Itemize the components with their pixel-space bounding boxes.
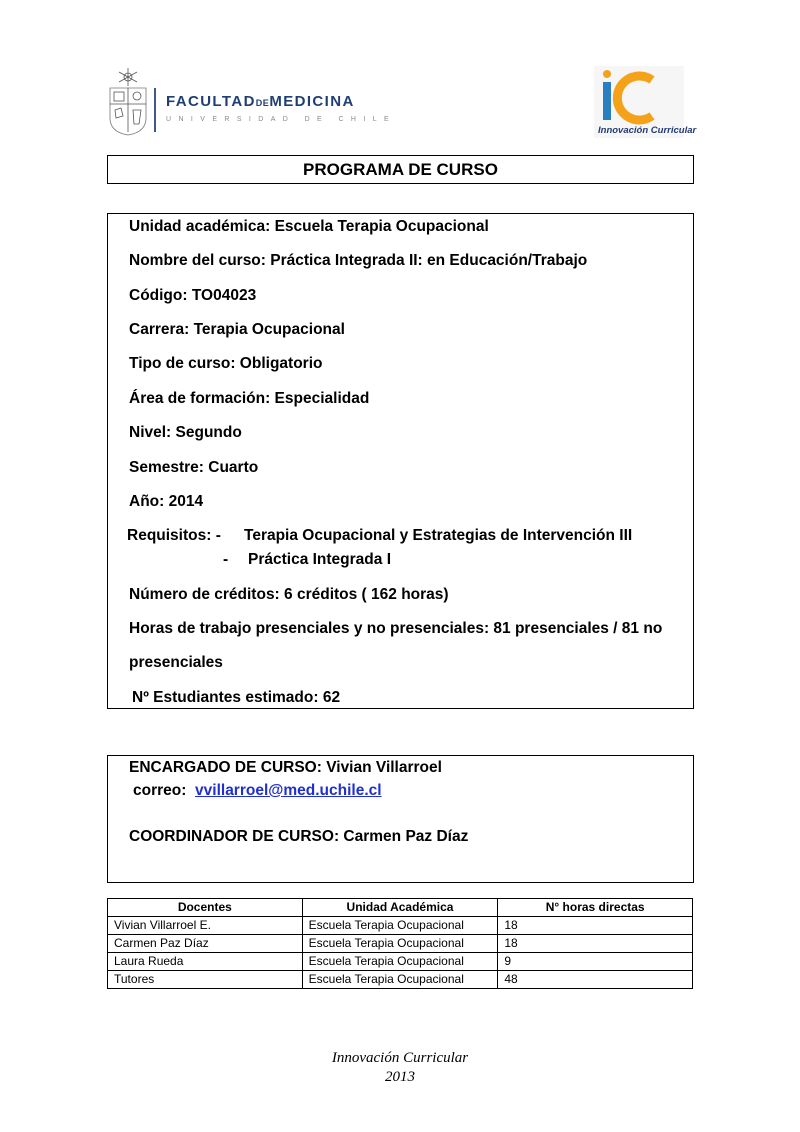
creditos: Número de créditos: 6 créditos ( 162 horas) bbox=[129, 586, 449, 603]
requisito-1: Terapia Ocupacional y Estrategias de Intervención III bbox=[244, 527, 633, 544]
docente-unidad: Escuela Terapia Ocupacional bbox=[302, 917, 498, 935]
docente-horas: 18 bbox=[498, 917, 693, 935]
course-info-box bbox=[107, 213, 694, 709]
codigo: Código: TO04023 bbox=[129, 287, 257, 304]
carrera: Carrera: Terapia Ocupacional bbox=[129, 321, 345, 338]
docente-unidad: Escuela Terapia Ocupacional bbox=[302, 971, 498, 989]
nombre-curso: Nombre del curso: Práctica Integrada II: en Educación/Trabajo bbox=[129, 252, 588, 269]
docente-horas: 48 bbox=[498, 971, 693, 989]
requisito-dash: - bbox=[223, 551, 229, 568]
footer-line-1: Innovación Curricular bbox=[331, 1050, 469, 1066]
docente-unidad: Escuela Terapia Ocupacional bbox=[302, 935, 498, 953]
tipo-curso: Tipo de curso: Obligatorio bbox=[129, 355, 323, 372]
docente-name: Tutores bbox=[108, 971, 303, 989]
docente-horas: 9 bbox=[498, 953, 693, 971]
horas-trabajo-cont: presenciales bbox=[129, 654, 223, 671]
table-row bbox=[108, 953, 693, 971]
docente-name: Carmen Paz Díaz bbox=[108, 935, 303, 953]
encargado-curso: ENCARGADO DE CURSO: Vivian Villarroel bbox=[129, 759, 442, 776]
horas-trabajo: Horas de trabajo presenciales y no presenciales: 81 presenciales / 81 no bbox=[129, 620, 663, 637]
docente-name: Laura Rueda bbox=[108, 953, 303, 971]
semestre: Semestre: Cuarto bbox=[129, 459, 259, 476]
table-row bbox=[108, 971, 693, 989]
unidad-academica: Unidad académica: Escuela Terapia Ocupacional bbox=[129, 218, 489, 235]
correo-line bbox=[133, 782, 382, 800]
ic-caption: Innovación Curricular bbox=[598, 125, 697, 136]
correo-label: correo: bbox=[133, 782, 187, 799]
docentes-table bbox=[107, 898, 693, 989]
header-docentes: Docentes bbox=[108, 899, 303, 917]
footer-year: 2013 bbox=[385, 1069, 415, 1085]
estudiantes-estimado: Nº Estudiantes estimado: 62 bbox=[132, 689, 341, 706]
course-staff-box bbox=[107, 755, 694, 883]
table-row bbox=[108, 917, 693, 935]
title-box bbox=[107, 155, 694, 184]
header-unidad: Unidad Académica bbox=[302, 899, 498, 917]
table-header-row bbox=[108, 899, 693, 917]
coordinador-curso: COORDINADOR DE CURSO: Carmen Paz Díaz bbox=[129, 828, 469, 845]
docente-unidad: Escuela Terapia Ocupacional bbox=[302, 953, 498, 971]
area-formacion: Área de formación: Especialidad bbox=[129, 390, 370, 407]
docente-name: Vivian Villarroel E. bbox=[108, 917, 303, 935]
page-title: PROGRAMA DE CURSO bbox=[303, 160, 498, 179]
facultad-logo-text: FACULTADDEMEDICINA bbox=[166, 93, 355, 110]
docente-horas: 18 bbox=[498, 935, 693, 953]
header-horas: N° horas directas bbox=[498, 899, 693, 917]
anio: Año: 2014 bbox=[129, 493, 204, 510]
university-name: UNIVERSIDAD DE CHILE bbox=[166, 116, 397, 123]
email-link[interactable]: vvillarroel@med.uchile.cl bbox=[195, 782, 382, 799]
university-seal-logo bbox=[108, 66, 148, 136]
nivel: Nivel: Segundo bbox=[129, 424, 242, 441]
requisito-2: Práctica Integrada I bbox=[248, 551, 392, 568]
facultad-divider bbox=[154, 88, 156, 132]
requisitos-label: Requisitos: - bbox=[127, 527, 221, 544]
table-row bbox=[108, 935, 693, 953]
